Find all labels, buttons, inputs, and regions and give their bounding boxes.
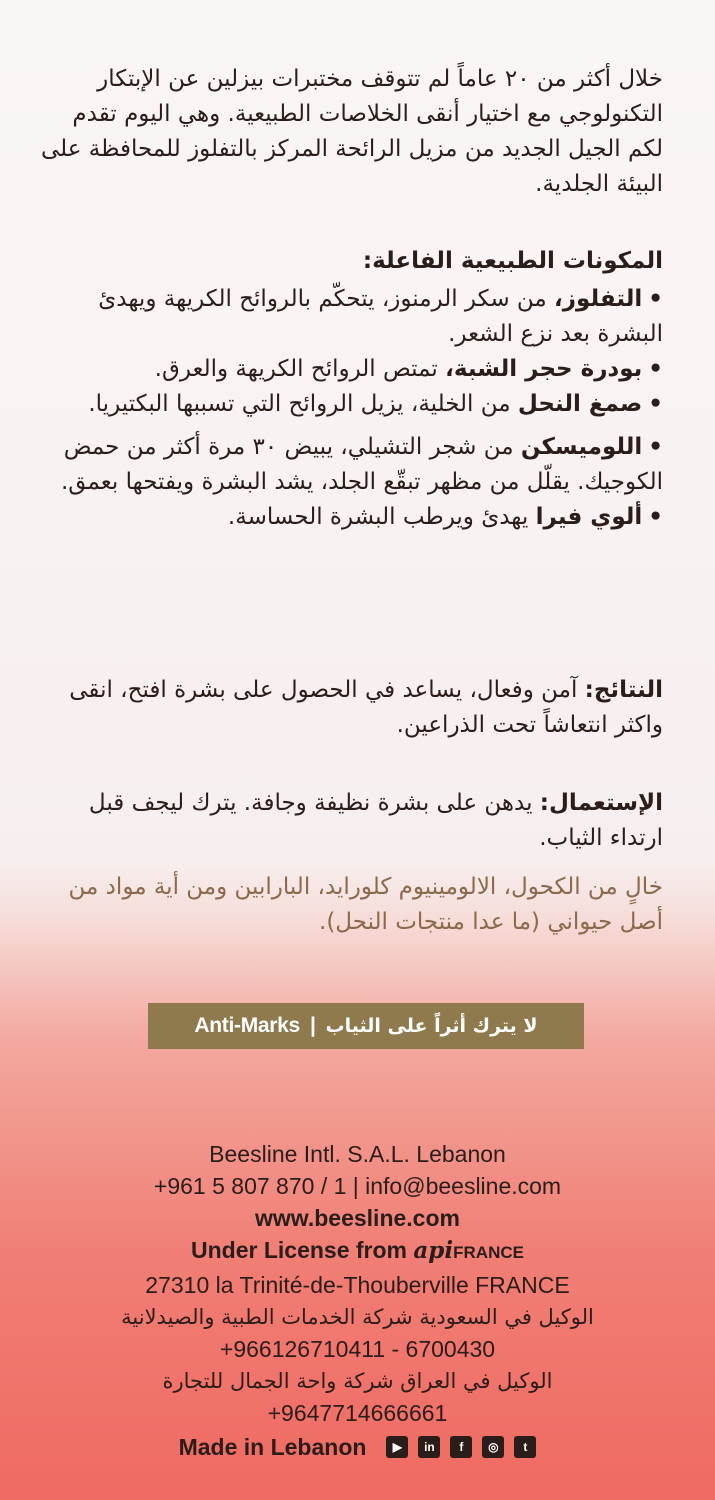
- anti-marks-badge: [148, 1003, 584, 1049]
- results-paragraph: [40, 673, 663, 743]
- ingredients-section: [40, 244, 663, 535]
- contact-line: +961 5 807 870 / 1 | info@beesline.com: [153, 1173, 562, 1199]
- saudi-phone: +966126710411 - 6700430: [219, 1336, 496, 1362]
- results-label: النتائج:: [584, 677, 663, 703]
- address-line: 27310 la Trinité-de-Thouberville FRANCE: [145, 1272, 570, 1298]
- ingredients-heading: المكونات الطبيعية الفاعلة:: [362, 248, 663, 274]
- badge-separator: |: [309, 1014, 316, 1037]
- badge-arabic: لا يترك أثراً على الثياب: [325, 1015, 538, 1037]
- company-name: Beesline Intl. S.A.L. Lebanon: [209, 1141, 506, 1167]
- made-in-lebanon: Made in Lebanon: [178, 1434, 367, 1460]
- youtube-icon: ▶: [386, 1436, 408, 1458]
- free-from-paragraph: [40, 870, 663, 940]
- twitter-icon: t: [514, 1436, 536, 1458]
- usage-text: يدهن على بشرة نظيفة وجافة. يترك ليجف قبل ارتداء الثياب.: [88, 790, 663, 851]
- ingredient-item: •صمغ النحل من الخلية، يزيل الروائح التي تسببها البكتيريا.: [88, 391, 663, 417]
- made-in-row: [0, 1431, 715, 1463]
- ingredient-item: •التفلوز، من سكر الرمنوز، يتحكّم بالروائح الكريهة ويهدئ البشرة بعد نزع الشعر.: [98, 286, 663, 347]
- iraq-phone: +9647714666661: [267, 1400, 448, 1426]
- free-from-text: خالٍ من الكحول، الالومينيوم كلورايد، البارابين ومن أية مواد من أصل حيواني (ما عدا منتجات النحل).: [68, 874, 663, 935]
- linkedin-icon: in: [418, 1436, 440, 1458]
- badge-english: Anti-Marks: [194, 1014, 300, 1037]
- ingredient-item: •ألوي فيرا يهدئ ويرطب البشرة الحساسة.: [227, 504, 663, 530]
- intro-text: خلال أكثر من ٢٠ عاماً لم تتوقف مختبرات بيزلين عن الإبتكار التكنولوجي مع اختيار أنقى الخلاصات الطبيعية. وهي اليوم تقدم لكم الجيل الجديد من مزيل الرائحة المركز بالتفلوز للمحافظة على البيئة الجلدية.: [40, 66, 663, 197]
- saudi-agent: الوكيل في السعودية شركة الخدمات الطبية والصيدلانية: [121, 1305, 594, 1329]
- ingredient-item: •بودرة حجر الشبة، تمتص الروائح الكريهة والعرق.: [154, 356, 663, 382]
- iraq-agent: الوكيل في العراق شركة واحة الجمال للتجارة: [162, 1369, 553, 1393]
- website: www.beesline.com: [255, 1205, 460, 1231]
- usage-paragraph: [40, 786, 663, 856]
- facebook-icon: f: [450, 1436, 472, 1458]
- results-text: آمن وفعال، يساعد في الحصول على بشرة افتح، انقى واكثر انتعاشاً تحت الذراعين.: [69, 677, 663, 738]
- ingredient-item: •اللوميسكن من شجر التشيلي، يبيض ٣٠ مرة أكثر من حمض الكوجيك. يقلّل من مظهر تبقّع الجلد، يشد البشرة ويفتحها بعمق.: [61, 434, 663, 495]
- usage-label: الإستعمال:: [539, 790, 663, 816]
- footer: [0, 1138, 715, 1463]
- instagram-icon: ◎: [482, 1436, 504, 1458]
- intro-paragraph: [40, 62, 663, 202]
- license-line: Under License from apiFRANCE: [191, 1237, 524, 1264]
- api-logo: api: [413, 1237, 454, 1264]
